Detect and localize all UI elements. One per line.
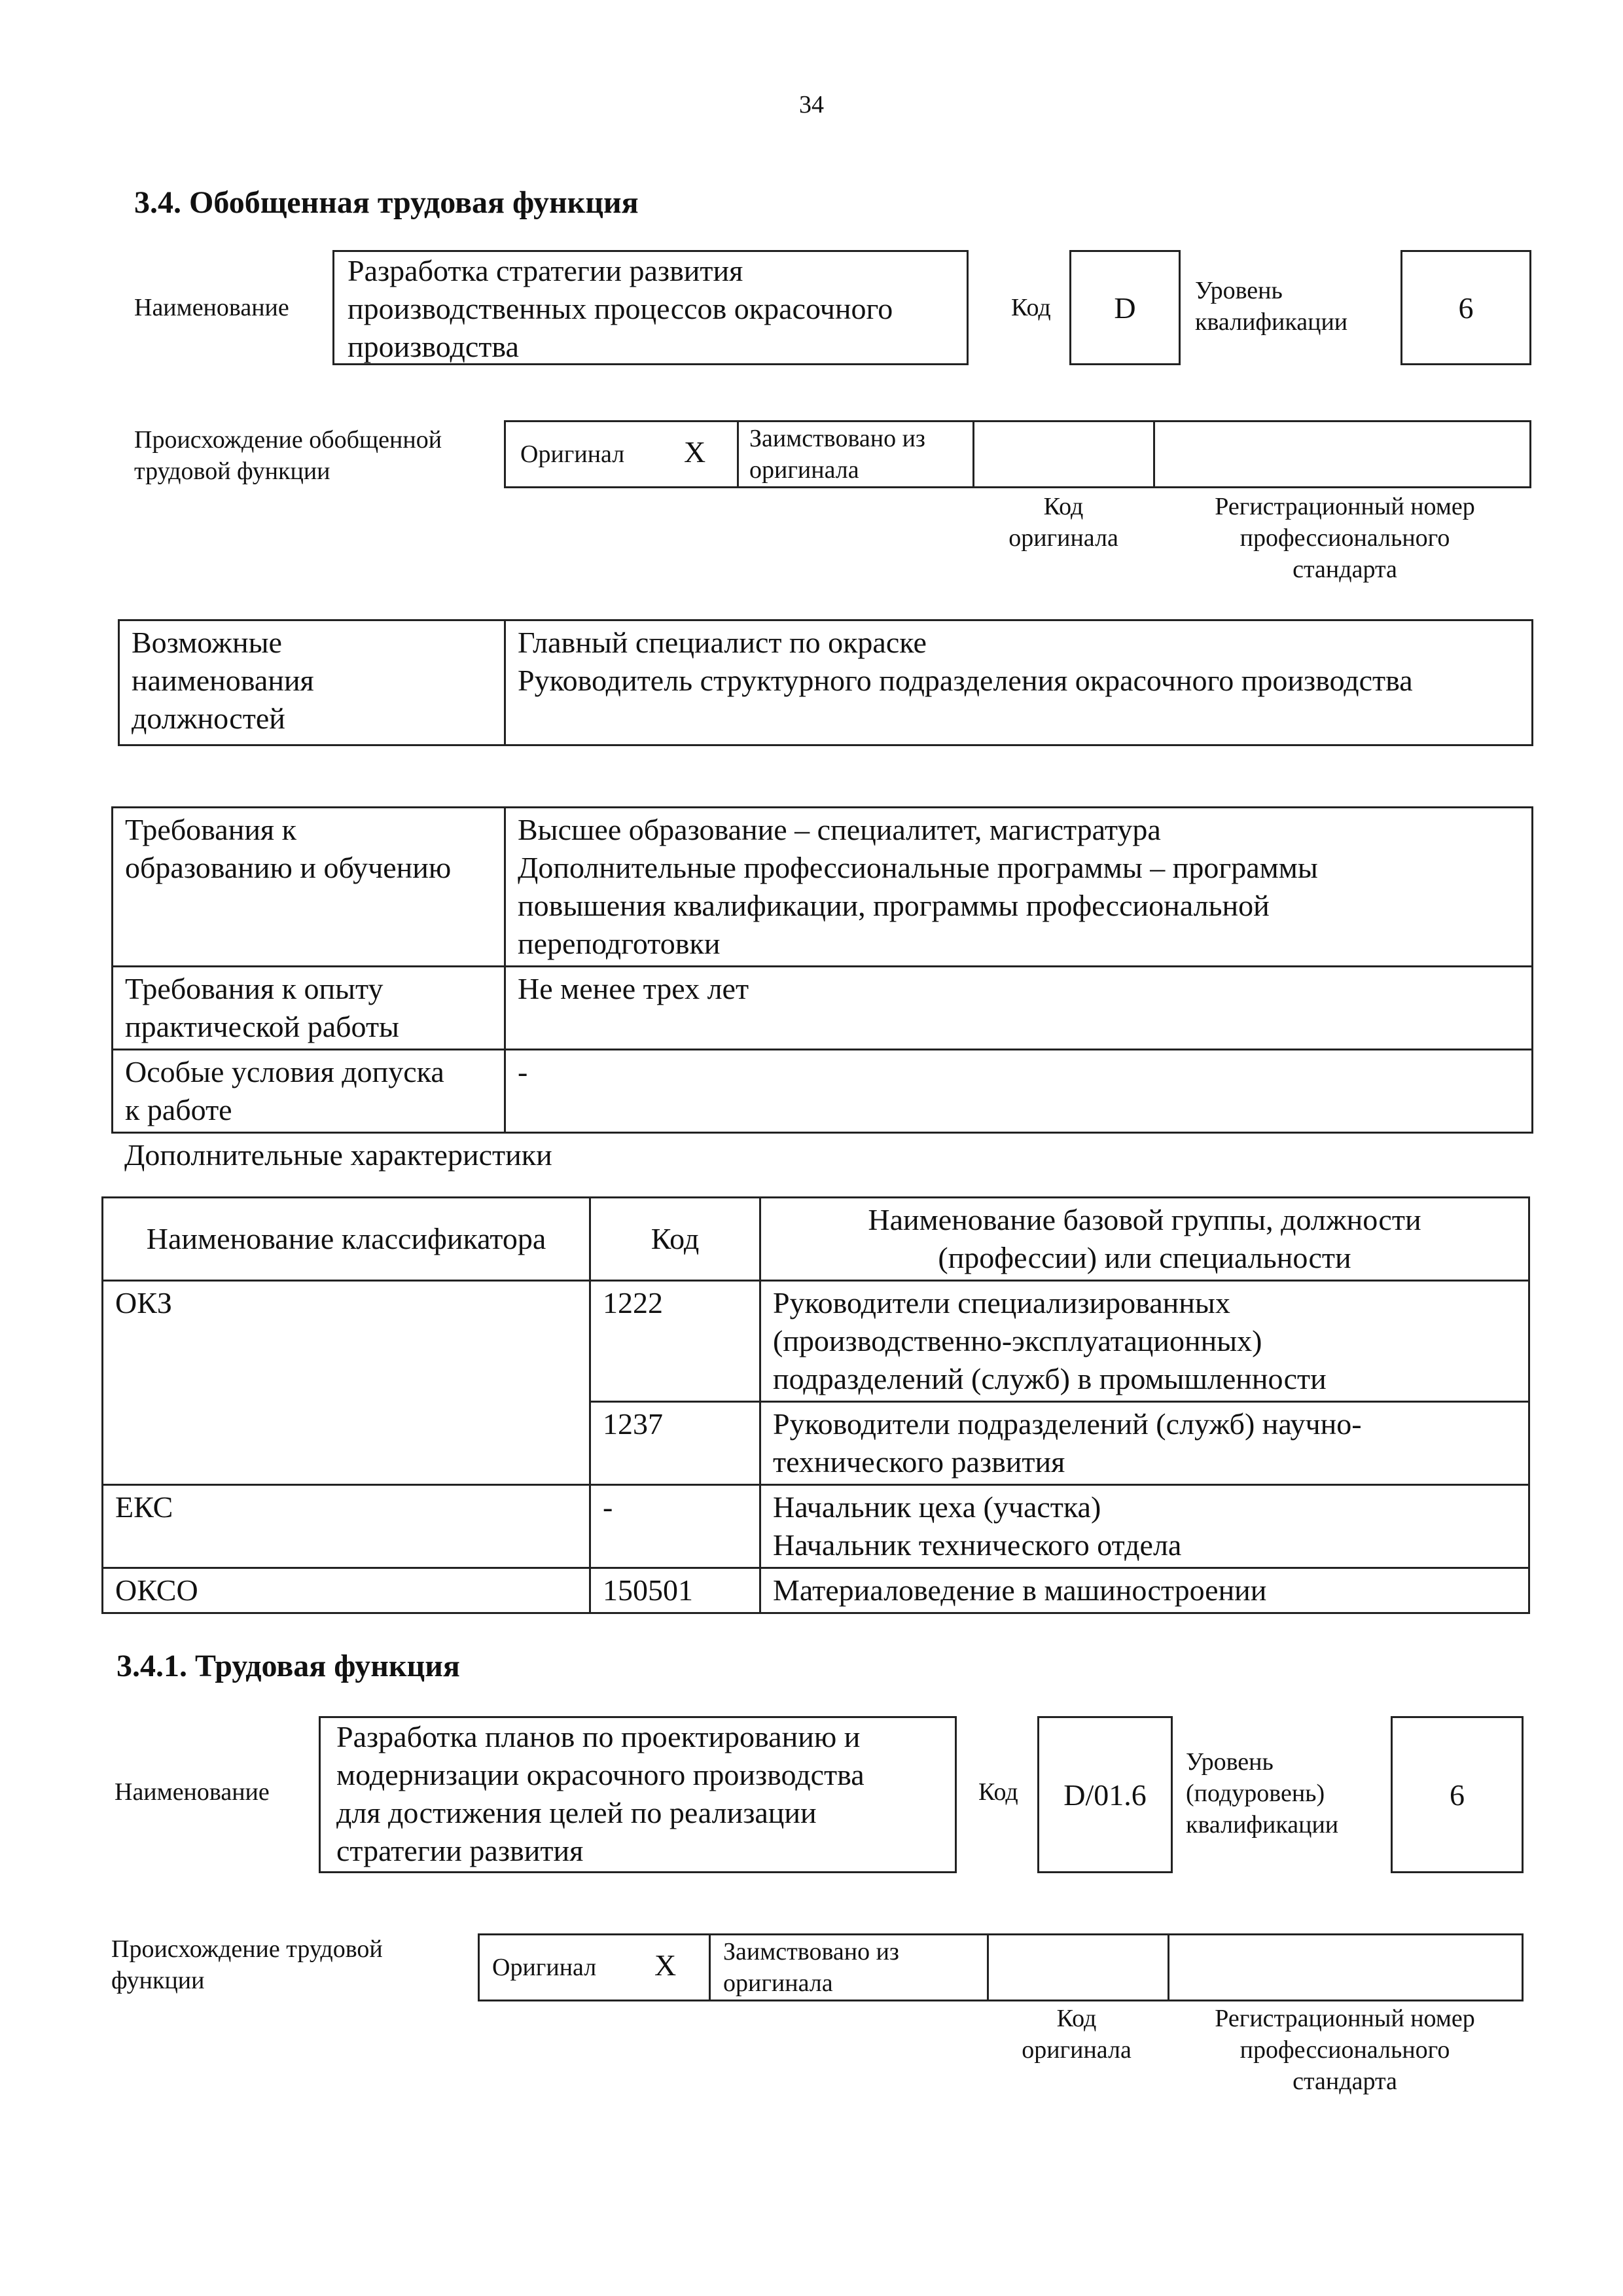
page-number: 34 [799, 91, 824, 118]
section-heading: 3.4. Обобщенная трудовая функция [134, 185, 639, 220]
cell-line: Начальник технического отдела [773, 1528, 1182, 1562]
classifier-cell: ЕКС [103, 1485, 590, 1568]
positions-table [118, 619, 1533, 746]
function-name-box [319, 1716, 957, 1873]
borrowed-label-line: Заимствовано из [749, 425, 925, 452]
classifier-cell: ОКСО [103, 1568, 590, 1613]
cell-line: Главный специалист по окраске [518, 626, 927, 659]
code-original-caption [982, 2003, 1171, 2066]
cell-line: Высшее образование – специалитет, магистратура [518, 813, 1161, 846]
cell-line: Начальник цеха (участка) [773, 1490, 1101, 1524]
cell-line: Не менее трех лет [518, 972, 749, 1005]
origin-label-line: Происхождение обобщенной [134, 426, 442, 454]
table-row [113, 808, 1533, 967]
caption-line: Регистрационный номер [1215, 2005, 1475, 2032]
table-row [103, 1568, 1529, 1613]
requirement-value-cell [505, 967, 1533, 1050]
cell-line: к работе [125, 1093, 232, 1126]
code-cell: 1222 [590, 1281, 760, 1402]
cell-line: Руководители специализированных [773, 1286, 1230, 1319]
cell-line: Наименование базовой группы, должности [868, 1203, 1421, 1236]
caption-line: стандарта [1293, 2068, 1397, 2095]
requirement-label-cell [113, 808, 505, 967]
name-cell [760, 1281, 1529, 1402]
origin-label-line: Происхождение трудовой [111, 1935, 383, 1963]
cell-line: Материаловедение в машиностроении [773, 1573, 1267, 1607]
reg-number-caption [1162, 2003, 1528, 2097]
classifier-table [101, 1196, 1530, 1614]
level-value-box [1400, 250, 1531, 365]
original-label: Оригинал [492, 1954, 597, 1981]
table-row [113, 1050, 1533, 1133]
requirement-label-cell [113, 967, 505, 1050]
function-name-line: Разработка стратегии развития [348, 254, 743, 287]
cell-line: (производственно-эксплуатационных) [773, 1324, 1262, 1357]
level-label-line: квалификации [1186, 1811, 1339, 1839]
cell-line: Дополнительные профессиональные программы – программы [518, 851, 1318, 884]
origin-label [134, 424, 442, 487]
function-name-box [332, 250, 969, 365]
code-value: D [1114, 291, 1136, 325]
origin-box [478, 1933, 1524, 2001]
additional-title: Дополнительные характеристики [124, 1138, 552, 1172]
table-row [103, 1281, 1529, 1402]
cell-line: подразделений (служб) в промышленности [773, 1362, 1327, 1395]
cell-line: Руководитель структурного подразделения окрасочного производства [518, 664, 1413, 697]
caption-line: оригинала [1022, 2036, 1132, 2064]
cell-line: Возможные [132, 626, 282, 659]
level-value: 6 [1450, 1778, 1465, 1812]
name-cell [760, 1402, 1529, 1485]
origin-box [504, 420, 1531, 488]
code-value-box [1037, 1716, 1173, 1873]
requirement-value-cell [505, 1050, 1533, 1133]
borrowed-label-line: оригинала [723, 1969, 833, 1997]
cell-line: - [518, 1055, 528, 1088]
code-value-box [1069, 250, 1181, 365]
cell-line: Требования к [125, 813, 296, 846]
origin-label-line: функции [111, 1967, 205, 1994]
name-label: Наименование [115, 1778, 270, 1806]
code-cell: 150501 [590, 1568, 760, 1613]
table-row [119, 620, 1533, 745]
caption-line: Регистрационный номер [1215, 493, 1475, 520]
table-row [113, 967, 1533, 1050]
level-value: 6 [1458, 291, 1474, 325]
requirement-label-cell [113, 1050, 505, 1133]
column-header: Код [590, 1198, 760, 1281]
cell-line: наименования [132, 664, 314, 697]
function-name-line: стратегии развития [336, 1834, 584, 1867]
classifier-cell: ОКЗ [103, 1281, 590, 1485]
caption-line: Код [1043, 493, 1084, 520]
column-header [760, 1198, 1529, 1281]
column-header: Наименование классификатора [103, 1198, 590, 1281]
cell-line: повышения квалификации, программы профессиональной [518, 889, 1270, 922]
cell-line: Руководители подразделений (служб) научно- [773, 1407, 1362, 1441]
original-mark: X [654, 1948, 677, 1982]
code-cell: 1237 [590, 1402, 760, 1485]
function-name-line: производственных процессов окрасочного [348, 292, 893, 325]
cell-line: образованию и обучению [125, 851, 452, 884]
cell-line: (профессии) или специальности [938, 1241, 1351, 1274]
table-row [103, 1485, 1529, 1568]
table-header-row [103, 1198, 1529, 1281]
requirements-table [111, 806, 1533, 1134]
level-label [1186, 1746, 1338, 1840]
function-name-line: модернизации окрасочного производства [336, 1758, 865, 1791]
cell-line: Особые условия допуска [125, 1055, 444, 1088]
caption-line: Код [1056, 2005, 1097, 2032]
original-label: Оригинал [520, 440, 625, 468]
cell-line: должностей [132, 702, 285, 735]
level-label-line: Уровень [1186, 1748, 1274, 1776]
level-label [1195, 275, 1347, 338]
caption-line: профессионального [1240, 524, 1450, 552]
cell-line: технического развития [773, 1445, 1065, 1479]
name-label: Наименование [134, 294, 289, 321]
borrowed-label-line: Заимствовано из [723, 1938, 899, 1965]
level-value-box [1391, 1716, 1524, 1873]
caption-line: оригинала [1008, 524, 1118, 552]
borrowed-label-line: оригинала [749, 456, 859, 484]
function-name-line: для достижения целей по реализации [336, 1796, 817, 1829]
cell-line: переподготовки [518, 927, 721, 960]
name-cell [760, 1568, 1529, 1613]
origin-label [111, 1933, 383, 1996]
function-name-line: производства [348, 330, 519, 363]
code-label: Код [1011, 294, 1051, 321]
caption-line: профессионального [1240, 2036, 1450, 2064]
name-cell [760, 1485, 1529, 1568]
caption-line: стандарта [1293, 556, 1397, 583]
level-label-line: Уровень [1195, 277, 1283, 304]
origin-label-line: трудовой функции [134, 457, 330, 485]
cell-line: Требования к опыту [125, 972, 383, 1005]
positions-value-cell [505, 620, 1533, 745]
subsection-heading: 3.4.1. Трудовая функция [116, 1649, 460, 1683]
code-original-caption [969, 491, 1158, 554]
borrowed-label [723, 1936, 899, 1999]
borrowed-label [749, 423, 925, 486]
code-value: D/01.6 [1063, 1778, 1147, 1812]
cell-line: практической работы [125, 1010, 399, 1043]
level-label-line: квалификации [1195, 308, 1348, 336]
positions-label-cell [119, 620, 505, 745]
code-cell: - [590, 1485, 760, 1568]
requirement-value-cell [505, 808, 1533, 967]
original-mark: X [684, 435, 706, 469]
level-label-line: (подуровень) [1186, 1780, 1325, 1807]
function-name-line: Разработка планов по проектированию и [336, 1720, 861, 1753]
code-label: Код [978, 1778, 1018, 1806]
reg-number-caption [1162, 491, 1528, 585]
